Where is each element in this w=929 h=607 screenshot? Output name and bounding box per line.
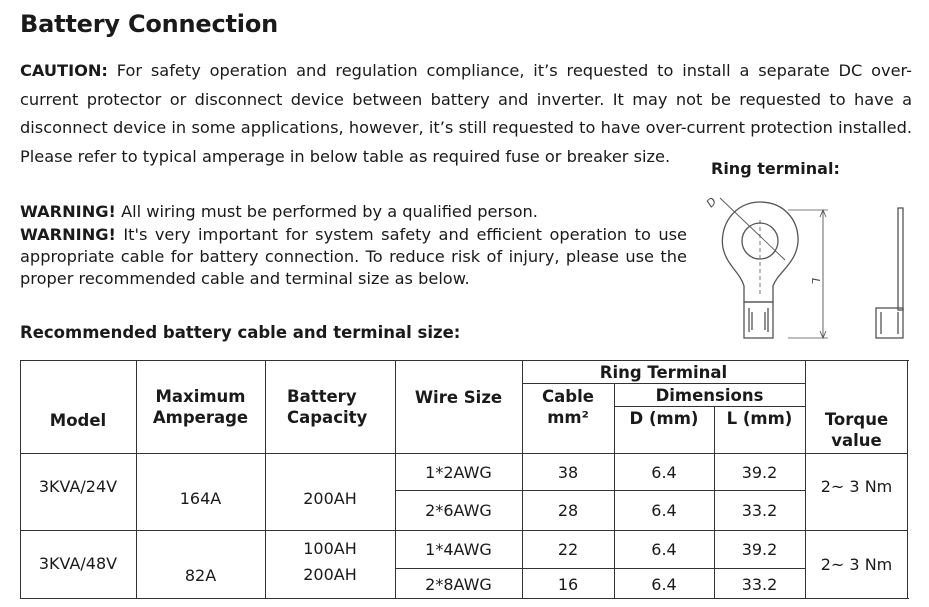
page-title: Battery Connection bbox=[20, 10, 278, 38]
d-cell: 6.4 bbox=[651, 501, 677, 520]
l-cell: 39.2 bbox=[741, 540, 778, 559]
wire-cell: 1*2AWG bbox=[425, 462, 492, 482]
length-label: L bbox=[809, 278, 822, 285]
cable-cell: 28 bbox=[557, 501, 579, 520]
l-cell: 33.2 bbox=[741, 501, 778, 520]
wire-cell: 2*8AWG bbox=[425, 574, 492, 594]
ring-terminal-title: Ring terminal: bbox=[711, 159, 840, 178]
wire-cell: 2*6AWG bbox=[425, 501, 492, 520]
model-cell: 3KVA/24V bbox=[38, 476, 118, 496]
cable-cell: 38 bbox=[557, 462, 579, 482]
warning-label: WARNING! bbox=[20, 225, 116, 244]
warning-label: WARNING! bbox=[20, 202, 116, 221]
d-cell: 6.4 bbox=[651, 574, 677, 594]
warning-2 bbox=[20, 224, 687, 290]
table-title: Recommended battery cable and terminal size: bbox=[20, 323, 461, 342]
header-torque-value: Torque value bbox=[824, 410, 889, 450]
side-view-blade bbox=[898, 208, 903, 310]
torque-cell: 2~ 3 Nm bbox=[820, 554, 893, 574]
cable-cell: 16 bbox=[557, 574, 579, 594]
header-max-amperage: Maximum Amperage bbox=[152, 387, 249, 427]
ring-barrel bbox=[744, 302, 773, 338]
model-cell: 3KVA/48V bbox=[38, 553, 118, 573]
l-cell: 33.2 bbox=[741, 574, 778, 594]
warning-text: All wiring must be performed by a qualified person. bbox=[115, 202, 538, 221]
caution-label: CAUTION: bbox=[20, 61, 108, 80]
cable-terminal-table bbox=[20, 360, 909, 600]
wire-cell: 1*4AWG bbox=[425, 540, 492, 559]
header-wire-size: Wire Size bbox=[414, 387, 503, 407]
amperage-cell: 164A bbox=[179, 488, 222, 508]
capacity-cell: 100AH bbox=[303, 538, 357, 558]
header-d-mm: D (mm) bbox=[629, 408, 699, 428]
torque-cell: 2~ 3 Nm bbox=[820, 476, 893, 496]
l-cell: 39.2 bbox=[741, 462, 778, 482]
header-l-mm: L (mm) bbox=[726, 408, 793, 428]
warning-1 bbox=[20, 201, 687, 223]
side-view-barrel bbox=[876, 308, 903, 338]
caution-paragraph bbox=[20, 57, 912, 171]
header-ring-terminal: Ring Terminal bbox=[599, 362, 728, 382]
warnings-block bbox=[20, 201, 687, 290]
ring-terminal-diagram bbox=[700, 190, 915, 345]
header-model: Model bbox=[49, 410, 107, 430]
capacity-cell: 200AH bbox=[303, 488, 357, 508]
d-cell: 6.4 bbox=[651, 462, 677, 482]
warning-text: It's very important for system safety and efficient operation to use appropriate cable for battery connection. To reduce risk of injury, please use the proper recommended cable and terminal size as below. bbox=[20, 225, 687, 288]
amperage-cell: 82A bbox=[184, 565, 217, 585]
d-cell: 6.4 bbox=[651, 540, 677, 559]
header-battery-capacity: Battery Capacity bbox=[287, 387, 368, 427]
header-cable-mm2: Cable mm² bbox=[542, 387, 594, 427]
caution-text: For safety operation and regulation compliance, it’s requested to install a separate DC over-current protector or disconnect device between battery and inverter. It may not be requested to have a disconnect device in some applications, however, it’s still requested to have over-current protection installed. Please refer to typical amperage in below table as required fuse or breaker size. bbox=[20, 61, 912, 166]
cable-cell: 22 bbox=[557, 540, 579, 559]
capacity-cell: 200AH bbox=[303, 564, 357, 584]
header-dimensions: Dimensions bbox=[655, 385, 764, 405]
diameter-label: D bbox=[703, 194, 720, 211]
